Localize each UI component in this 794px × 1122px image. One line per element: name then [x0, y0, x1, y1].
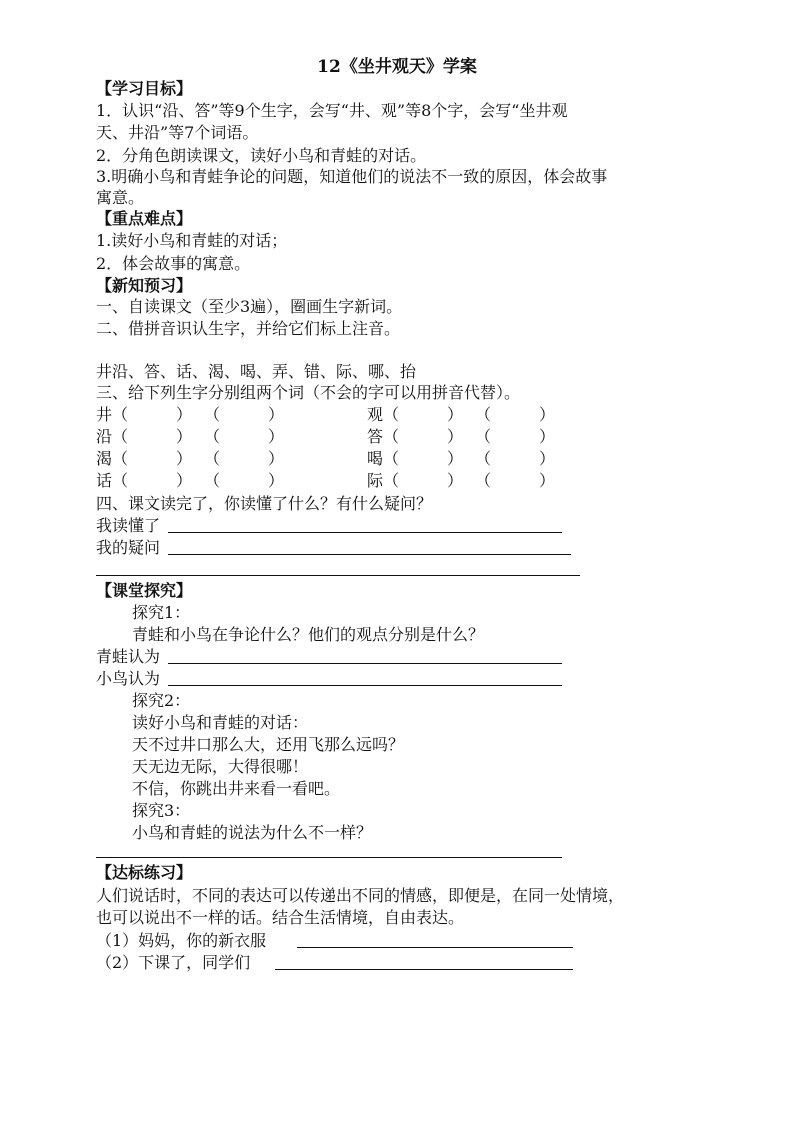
answer-line[interactable] [168, 554, 571, 555]
grid-char: 井 [96, 405, 113, 424]
word-blank[interactable]: （ ） [112, 471, 193, 490]
word-blank[interactable]: （ ） [475, 449, 556, 468]
goal-line: 2．分角色朗读课文，读好小鸟和青蛙的对话。 [96, 146, 427, 165]
word-blank[interactable]: （ ） [475, 471, 556, 490]
keypoint-line: 1.读好小鸟和青蛙的对话； [96, 231, 288, 250]
grid-char: 话 [96, 471, 113, 490]
word-blank[interactable]: （ ） [204, 405, 285, 424]
explore-3-question: 小鸟和青蛙的说法为什么不一样？ [132, 823, 373, 842]
dialog-line: 天无边无际，大得很哪！ [132, 757, 309, 776]
goal-line: 寓意。 [96, 188, 145, 207]
answer-line[interactable] [297, 947, 573, 948]
page-title: 12《坐井观天》学案 [317, 57, 477, 77]
goal-line: 1．认识“沿、答”等9个生字，会写“井、观”等8个字，会写“坐井观 [96, 101, 568, 120]
practice-intro: 人们说话时，不同的表达可以传递出不同的情感，即便是，在同一处情境， [96, 886, 625, 905]
new-characters-list: 井沿、答、话、渴、喝、弄、错、际、哪、抬 [96, 362, 417, 381]
explore-2-label: 探究2： [132, 691, 191, 710]
explore-1-question: 青蛙和小鸟在争论什么？他们的观点分别是什么？ [132, 625, 485, 644]
answer-line[interactable] [168, 663, 562, 664]
keypoint-line: 2．体会故事的寓意。 [96, 254, 251, 273]
grid-char: 观 [367, 405, 384, 424]
word-blank[interactable]: （ ） [475, 405, 556, 424]
word-blank[interactable]: （ ） [204, 427, 285, 446]
grid-char: 答 [367, 427, 384, 446]
section-heading-explore: 【课堂探究】 [96, 581, 193, 600]
preview-question-3: 三、给下列生字分别组两个词（不会的字可以用拼音代替）。 [96, 383, 521, 402]
section-heading-goals: 【学习目标】 [96, 79, 193, 98]
answer-line[interactable] [96, 575, 580, 576]
understood-label: 我读懂了 [96, 516, 161, 535]
preview-question-4: 四、课文读完了，你读懂了什么？有什么疑问？ [96, 494, 433, 513]
goal-line: 3.明确小鸟和青蛙争论的问题，知道他们的说法不一致的原因，体会故事 [96, 167, 608, 186]
dialog-line: 不信，你跳出井来看一看吧。 [132, 779, 341, 798]
goal-line: 天、井沿”等7个词语。 [96, 123, 259, 142]
section-heading-practice: 【达标练习】 [96, 863, 193, 882]
word-blank[interactable]: （ ） [383, 427, 464, 446]
word-blank[interactable]: （ ） [204, 449, 285, 468]
grid-char: 喝 [367, 449, 384, 468]
word-blank[interactable]: （ ） [112, 405, 193, 424]
preview-question-1: 一、自读课文（至少3遍），圈画生字新词。 [96, 297, 403, 316]
explore-2-question: 读好小鸟和青蛙的对话： [132, 713, 309, 732]
bird-view-label: 小鸟认为 [96, 669, 161, 688]
word-blank[interactable]: （ ） [204, 471, 285, 490]
grid-char: 际 [367, 471, 384, 490]
word-blank[interactable]: （ ） [112, 427, 193, 446]
answer-line[interactable] [275, 969, 573, 970]
explore-1-label: 探究1： [132, 603, 191, 622]
practice-intro: 也可以说出不一样的话。结合生活情境，自由表达。 [96, 908, 465, 927]
preview-question-2: 二、借拼音识认生字，并给它们标上注音。 [96, 319, 401, 338]
practice-item-2: （2）下课了，同学们 [96, 953, 251, 972]
word-blank[interactable]: （ ） [475, 427, 556, 446]
practice-item-1: （1）妈妈，你的新衣服 [96, 931, 267, 950]
answer-line[interactable] [96, 857, 562, 858]
questions-label: 我的疑问 [96, 538, 161, 557]
word-blank[interactable]: （ ） [383, 405, 464, 424]
dialog-line: 天不过井口那么大，还用飞那么远吗？ [132, 735, 405, 754]
word-blank[interactable]: （ ） [383, 471, 464, 490]
answer-line[interactable] [168, 685, 562, 686]
explore-3-label: 探究3： [132, 801, 191, 820]
section-heading-preview: 【新知预习】 [96, 276, 193, 295]
word-blank[interactable]: （ ） [383, 449, 464, 468]
section-heading-keypoints: 【重点难点】 [96, 209, 193, 228]
word-blank[interactable]: （ ） [112, 449, 193, 468]
grid-char: 沿 [96, 427, 113, 446]
answer-line[interactable] [168, 532, 562, 533]
grid-char: 渴 [96, 449, 113, 468]
frog-view-label: 青蛙认为 [96, 647, 161, 666]
